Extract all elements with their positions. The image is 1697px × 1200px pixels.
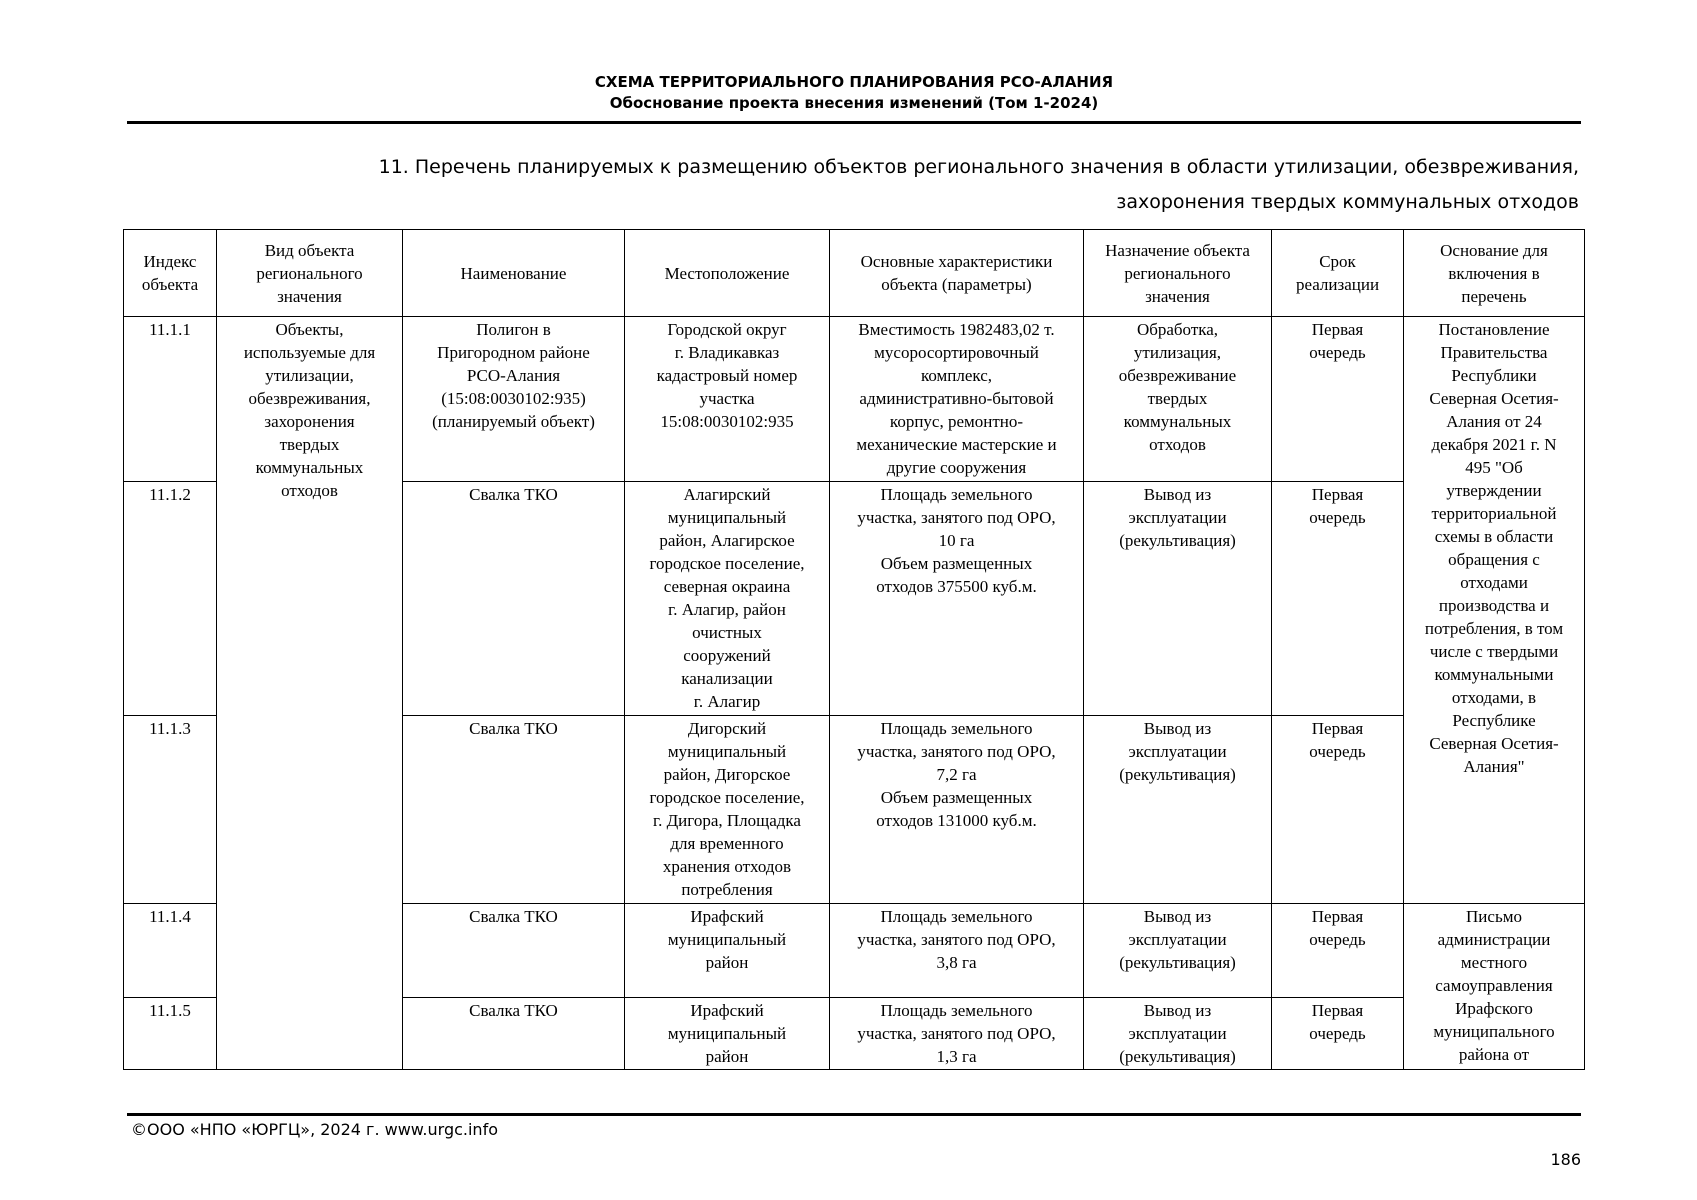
header-line-1: СХЕМА ТЕРРИТОРИАЛЬНОГО ПЛАНИРОВАНИЯ РСО-АЛАНИЯ: [594, 73, 1114, 91]
cell-index: 11.1.5: [124, 998, 217, 1070]
cell-index: 11.1.2: [124, 482, 217, 716]
header-rule: [127, 121, 1581, 124]
cell-location: Ирафский муниципальный район: [625, 904, 830, 998]
cell-term: Первая очередь: [1272, 482, 1404, 716]
footer-rule: [127, 1113, 1581, 1116]
cell-index: 11.1.4: [124, 904, 217, 998]
cell-basis-letter: Письмо администрации местного самоуправления Ирафского муниципального района от: [1404, 904, 1585, 1070]
cell-location: Ирафский муниципальный район: [625, 998, 830, 1070]
cell-purpose: Вывод из эксплуатации (рекультивация): [1084, 482, 1272, 716]
col-header-name: Наименование: [403, 230, 625, 317]
col-header-basis: Основание для включения в перечень: [1404, 230, 1585, 317]
cell-location: Алагирский муниципальный район, Алагирское городское поселение, северная окраина г. Алагир, район очистных сооружений канализации г. Алагир: [625, 482, 830, 716]
objects-table: [123, 229, 1585, 1070]
cell-term: Первая очередь: [1272, 716, 1404, 904]
cell-term: Первая очередь: [1272, 317, 1404, 482]
col-header-index: Индекс объекта: [124, 230, 217, 317]
page-number: 186: [1550, 1150, 1581, 1169]
cell-location: Дигорский муниципальный район, Дигорское городское поселение, г. Дигора, Площадка для временного хранения отходов потребления: [625, 716, 830, 904]
cell-location: Городской округ г. Владикавказ кадастровый номер участка 15:08:0030102:935: [625, 317, 830, 482]
col-header-purpose: Назначение объекта регионального значения: [1084, 230, 1272, 317]
table-header-row: [124, 230, 1585, 317]
col-header-object-type: Вид объекта регионального значения: [217, 230, 403, 317]
cell-params: Площадь земельного участка, занятого под ОРО, 10 га Объем размещенных отходов 375500 куб.м.: [830, 482, 1084, 716]
cell-purpose: Вывод из эксплуатации (рекультивация): [1084, 904, 1272, 998]
cell-params: Вместимость 1982483,02 т. мусоросортировочный комплекс, административно-бытовой корпус, ремонтно- механические мастерские и другие сооружения: [830, 317, 1084, 482]
cell-name: Свалка ТКО: [403, 998, 625, 1070]
cell-object-type: Объекты, используемые для утилизации, обезвреживания, захоронения твердых коммунальных отходов: [217, 317, 403, 1070]
section-title-line-2: захоронения твердых коммунальных отходов: [1116, 191, 1579, 213]
cell-term: Первая очередь: [1272, 904, 1404, 998]
col-header-params: Основные характеристики объекта (параметры): [830, 230, 1084, 317]
cell-name: Свалка ТКО: [403, 482, 625, 716]
cell-params: Площадь земельного участка, занятого под ОРО, 3,8 га: [830, 904, 1084, 998]
cell-name: Свалка ТКО: [403, 716, 625, 904]
cell-name: Полигон в Пригородном районе РСО-Алания (15:08:0030102:935) (планируемый объект): [403, 317, 625, 482]
section-title: [179, 150, 1579, 220]
header-line-2: Обоснование проекта внесения изменений (Том 1-2024): [609, 94, 1099, 112]
section-title-line-1: 11. Перечень планируемых к размещению объектов регионального значения в области утилизации, обезвреживания,: [378, 156, 1579, 178]
cell-params: Площадь земельного участка, занятого под ОРО, 1,3 га: [830, 998, 1084, 1070]
cell-purpose: Обработка, утилизация, обезвреживание твердых коммунальных отходов: [1084, 317, 1272, 482]
cell-basis-resolution: Постановление Правительства Республики Северная Осетия- Алания от 24 декабря 2021 г. N 495 "Об утверждении территориальной схемы в области обращения с отходами производства и потребления, в том числе с твердыми коммунальными отходами, в Республике Северная Осетия- Алания": [1404, 317, 1585, 904]
cell-term: Первая очередь: [1272, 998, 1404, 1070]
col-header-location: Местоположение: [625, 230, 830, 317]
document-header: [127, 72, 1581, 114]
cell-index: 11.1.1: [124, 317, 217, 482]
table-row: [124, 317, 1585, 482]
cell-purpose: Вывод из эксплуатации (рекультивация): [1084, 998, 1272, 1070]
col-header-term: Срок реализации: [1272, 230, 1404, 317]
cell-purpose: Вывод из эксплуатации (рекультивация): [1084, 716, 1272, 904]
copyright-text: ©ООО «НПО «ЮРГЦ», 2024 г. www.urgc.info: [131, 1120, 498, 1139]
cell-index: 11.1.3: [124, 716, 217, 904]
cell-name: Свалка ТКО: [403, 904, 625, 998]
cell-params: Площадь земельного участка, занятого под ОРО, 7,2 га Объем размещенных отходов 131000 куб.м.: [830, 716, 1084, 904]
